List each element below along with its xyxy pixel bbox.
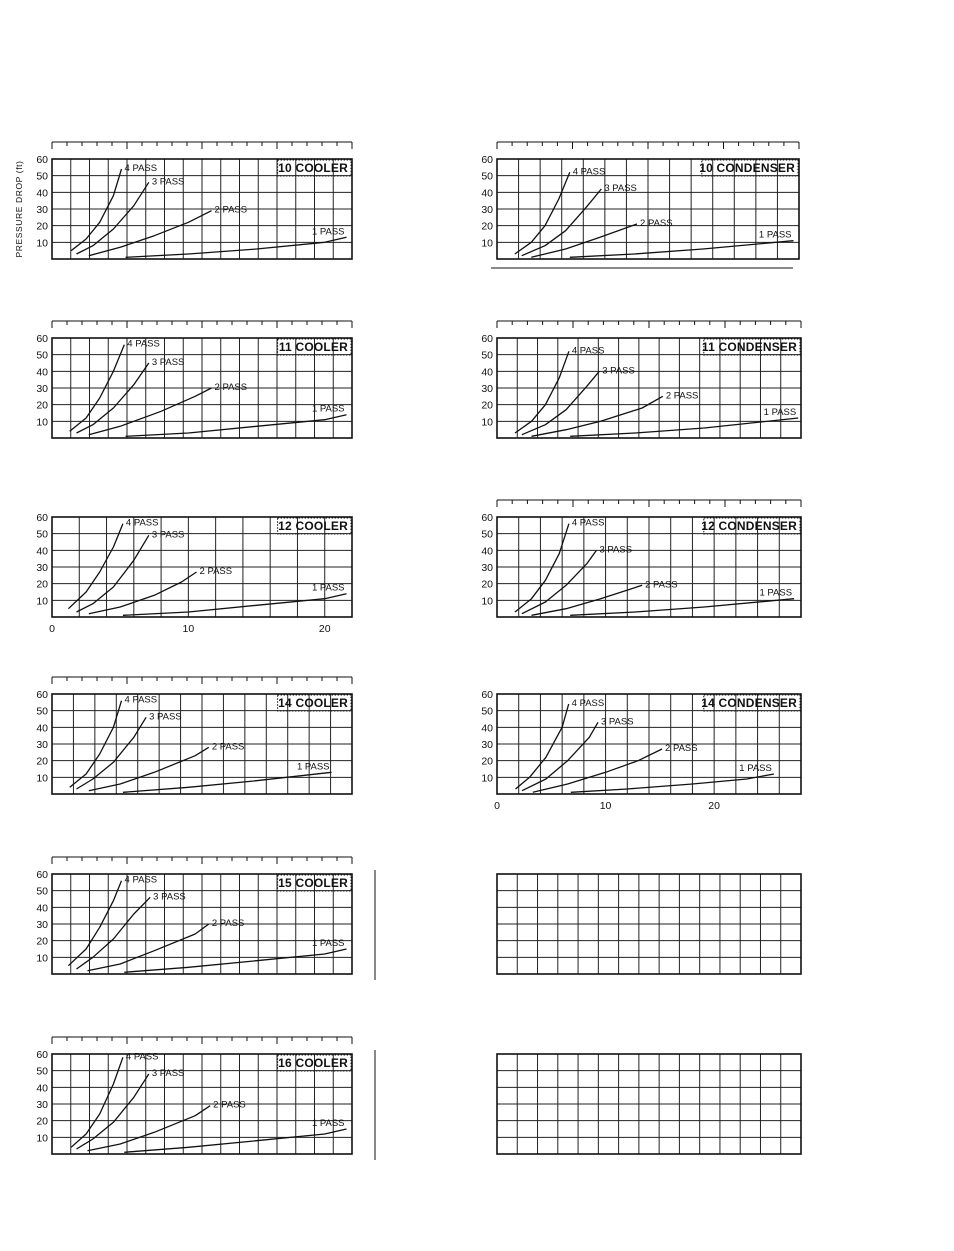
series-label: 2 PASS xyxy=(665,390,699,402)
series-label: 4 PASS xyxy=(125,1051,159,1063)
chart-title: 10 COOLER xyxy=(278,161,348,175)
y-tick-label: 40 xyxy=(36,545,48,558)
y-tick-label: 10 xyxy=(481,772,493,785)
series-label: 4 PASS xyxy=(571,517,605,529)
y-tick-label: 10 xyxy=(36,416,48,429)
y-tick-label: 60 xyxy=(481,689,493,701)
series-line xyxy=(77,182,149,254)
y-tick-label: 50 xyxy=(36,1065,48,1078)
series-label: 3 PASS xyxy=(151,176,185,188)
y-tick-label: 30 xyxy=(36,204,48,216)
series-label: 4 PASS xyxy=(571,345,605,357)
y-tick-label: 40 xyxy=(36,1082,48,1095)
series-label: 2 PASS xyxy=(199,566,233,577)
y-tick-label: 40 xyxy=(481,366,493,379)
chart-panel xyxy=(36,677,352,794)
y-tick-label: 60 xyxy=(481,154,493,166)
x-tick-label: 20 xyxy=(708,800,720,812)
series-line xyxy=(570,599,794,616)
series-label: 2 PASS xyxy=(665,743,698,754)
y-tick-label: 30 xyxy=(481,739,493,751)
series-line xyxy=(89,572,197,614)
y-tick-label: 40 xyxy=(481,545,493,558)
y-tick-label: 60 xyxy=(36,512,48,524)
series-label: 1 PASS xyxy=(758,229,792,241)
series-line xyxy=(88,924,209,971)
y-tick-label: 60 xyxy=(36,333,48,345)
y-tick-label: 30 xyxy=(481,383,493,395)
series-line xyxy=(123,772,332,792)
series-label: 1 PASS xyxy=(311,403,345,415)
x-tick-label: 20 xyxy=(318,623,331,635)
series-label: 3 PASS xyxy=(602,365,635,377)
x-tick-label: 0 xyxy=(494,800,500,812)
y-tick-label: 60 xyxy=(481,333,493,345)
series-line xyxy=(571,774,774,792)
y-axis-label: PRESSURE DROP (ft) xyxy=(14,160,24,258)
y-tick-label: 50 xyxy=(36,170,48,183)
series-label: 1 PASS xyxy=(311,226,345,238)
series-label: 3 PASS xyxy=(599,544,633,556)
y-tick-label: 60 xyxy=(36,869,48,881)
series-line xyxy=(515,351,569,433)
series-label: 1 PASS xyxy=(296,761,330,773)
series-label: 3 PASS xyxy=(151,529,185,541)
series-label: 4 PASS xyxy=(127,338,160,350)
y-tick-label: 40 xyxy=(36,722,48,735)
chart-panel xyxy=(497,1054,801,1154)
series-line xyxy=(522,550,597,613)
chart-panel xyxy=(36,321,352,438)
series-label: 4 PASS xyxy=(125,517,159,529)
chart-panel xyxy=(14,142,352,259)
y-tick-label: 10 xyxy=(36,772,48,785)
y-tick-label: 20 xyxy=(481,578,493,591)
y-tick-label: 10 xyxy=(36,237,48,250)
series-label: 3 PASS xyxy=(151,357,185,368)
series-label: 3 PASS xyxy=(604,183,637,194)
y-tick-label: 60 xyxy=(36,1049,48,1061)
series-line xyxy=(77,897,151,969)
y-tick-label: 60 xyxy=(36,689,48,701)
series-label: 1 PASS xyxy=(763,407,797,418)
series-label: 2 PASS xyxy=(640,218,673,229)
series-label: 4 PASS xyxy=(571,698,605,709)
chart-panel xyxy=(497,874,801,974)
y-tick-label: 20 xyxy=(36,1115,48,1128)
y-tick-label: 40 xyxy=(36,366,48,379)
x-tick-label: 10 xyxy=(182,623,195,635)
series-label: 2 PASS xyxy=(211,918,245,929)
y-tick-label: 10 xyxy=(481,595,493,608)
series-label: 4 PASS xyxy=(124,163,158,174)
y-tick-label: 40 xyxy=(481,187,493,200)
y-tick-label: 30 xyxy=(481,562,493,574)
y-tick-label: 50 xyxy=(481,349,493,362)
series-label: 1 PASS xyxy=(311,1118,345,1129)
series-line xyxy=(532,396,663,436)
series-label: 1 PASS xyxy=(311,938,345,949)
series-line xyxy=(570,241,794,258)
y-tick-label: 30 xyxy=(36,739,48,751)
chart-panel xyxy=(36,1037,375,1160)
y-tick-label: 20 xyxy=(481,755,493,768)
y-tick-label: 60 xyxy=(36,154,48,166)
series-line xyxy=(123,594,347,616)
y-tick-label: 20 xyxy=(481,220,493,233)
chart-title: 14 COOLER xyxy=(278,696,348,710)
series-line xyxy=(89,388,212,435)
y-tick-label: 50 xyxy=(481,705,493,718)
x-tick-label: 0 xyxy=(49,623,55,635)
series-label: 3 PASS xyxy=(151,1068,185,1079)
y-tick-label: 60 xyxy=(481,512,493,524)
y-tick-label: 30 xyxy=(36,562,48,574)
y-tick-label: 50 xyxy=(481,170,493,183)
y-tick-label: 20 xyxy=(36,755,48,768)
series-line xyxy=(89,211,212,256)
series-line xyxy=(126,237,347,257)
series-label: 4 PASS xyxy=(124,694,158,706)
y-tick-label: 20 xyxy=(36,220,48,233)
y-tick-label: 20 xyxy=(36,935,48,948)
chart-panel xyxy=(36,857,375,980)
series-line xyxy=(68,881,121,966)
chart-panel xyxy=(481,142,799,268)
y-tick-label: 10 xyxy=(481,416,493,429)
series-line xyxy=(124,949,346,972)
chart-title: 11 COOLER xyxy=(278,340,348,354)
series-line xyxy=(533,749,662,792)
series-label: 3 PASS xyxy=(149,711,182,723)
chart-title: 15 COOLER xyxy=(278,876,348,890)
series-label: 1 PASS xyxy=(759,587,793,599)
chart-title: 16 COOLER xyxy=(278,1056,348,1070)
y-tick-label: 50 xyxy=(36,705,48,718)
y-tick-label: 30 xyxy=(36,1099,48,1111)
chart-panel xyxy=(481,500,801,617)
series-label: 2 PASS xyxy=(214,382,248,393)
chart-title: 14 CONDENSER xyxy=(701,696,797,710)
y-tick-label: 50 xyxy=(36,349,48,362)
series-line xyxy=(89,747,209,790)
chart-title: 12 COOLER xyxy=(278,519,348,533)
y-tick-label: 40 xyxy=(481,722,493,735)
y-tick-label: 20 xyxy=(36,578,48,591)
y-tick-label: 10 xyxy=(36,1132,48,1145)
series-label: 2 PASS xyxy=(214,204,248,216)
series-line xyxy=(71,169,121,251)
y-tick-label: 30 xyxy=(481,204,493,216)
series-label: 1 PASS xyxy=(311,582,345,594)
chart-panel xyxy=(36,512,352,635)
series-label: 4 PASS xyxy=(572,166,606,178)
series-label: 1 PASS xyxy=(739,763,772,774)
y-tick-label: 20 xyxy=(481,399,493,412)
series-label: 2 PASS xyxy=(213,1099,246,1111)
chart-panel xyxy=(481,321,801,438)
series-label: 3 PASS xyxy=(153,891,186,903)
y-tick-label: 50 xyxy=(481,528,493,541)
x-tick-label: 10 xyxy=(599,800,612,812)
series-line xyxy=(516,704,569,789)
series-line xyxy=(515,524,569,612)
y-tick-label: 50 xyxy=(36,885,48,898)
series-line xyxy=(522,722,598,790)
series-line xyxy=(124,1129,346,1152)
y-tick-label: 40 xyxy=(36,187,48,200)
series-label: 4 PASS xyxy=(124,874,158,886)
series-label: 2 PASS xyxy=(645,579,678,591)
chart-panel xyxy=(481,689,801,812)
y-tick-label: 30 xyxy=(36,383,48,395)
chart-title: 10 CONDENSER xyxy=(699,161,795,175)
y-tick-label: 10 xyxy=(481,237,493,250)
y-tick-label: 10 xyxy=(36,595,48,608)
series-line xyxy=(522,371,599,434)
y-tick-label: 30 xyxy=(36,919,48,931)
series-line xyxy=(531,224,637,257)
y-tick-label: 10 xyxy=(36,952,48,965)
chart-title: 11 CONDENSER xyxy=(701,340,797,354)
series-line xyxy=(68,524,123,609)
series-line xyxy=(126,415,347,437)
chart-title: 12 CONDENSER xyxy=(701,519,797,533)
series-label: 2 PASS xyxy=(211,741,245,753)
y-tick-label: 20 xyxy=(36,399,48,412)
y-tick-label: 40 xyxy=(36,902,48,915)
series-label: 3 PASS xyxy=(600,716,634,728)
y-tick-label: 50 xyxy=(36,528,48,541)
